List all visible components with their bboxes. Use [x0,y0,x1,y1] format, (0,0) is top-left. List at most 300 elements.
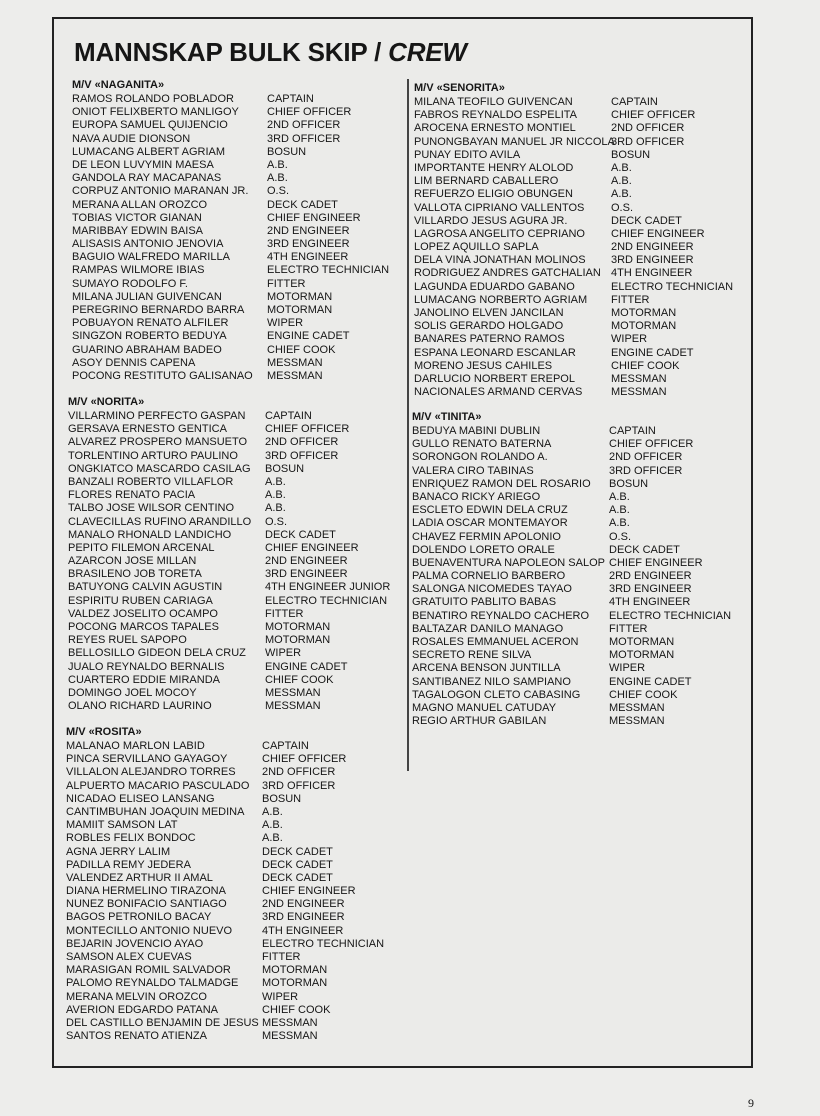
crew-rank: CAPTAIN [262,740,309,752]
crew-row [66,911,345,924]
crew-row [414,188,632,201]
crew-name: PINCA SERVILLANO GAYAGOY [66,753,228,766]
crew-rank: FITTER [267,277,306,290]
crew-name: BANZALI ROBERTO VILLAFLOR [68,475,234,488]
crew-row [66,740,309,753]
crew-rank: MOTORMAN [267,304,333,316]
crew-name: BUENAVENTURA NAPOLEON SALOP [412,556,605,569]
crew-name: ALISASIS ANTONIO JENOVIA [72,238,224,251]
crew-row [412,477,649,491]
crew-name: LAGUNDA EDUARDO GABANO [414,280,575,293]
crew-name: LAGROSA ANGELITO CEPRIANO [414,227,585,240]
crew-rank: MESSMAN [611,372,667,385]
crew-row [412,543,680,557]
crew-row [414,122,685,135]
crew-name: AGNA JERRY LALIM [66,845,171,858]
crew-row [68,489,286,502]
crew-rank: A.B. [611,188,632,201]
crew-rank: 3RD ENGINEER [265,568,348,581]
crew-name: JUALO REYNALDO BERNALIS [68,660,225,673]
crew-rank: 3RD ENGINEER [611,254,694,267]
crew-row [68,568,348,581]
crew-rank: WIPER [265,647,302,660]
crew-row [412,451,683,464]
crew-row [68,555,348,568]
crew-row [68,607,304,621]
crew-rank: MESSMAN [611,386,667,399]
crew-row [66,885,356,898]
crew-name: TALBO JOSE WILSOR CENTINO [68,502,235,515]
crew-row [72,343,336,357]
crew-row [72,356,323,370]
crew-name: MILANA JULIAN GUIVENCAN [72,290,222,303]
crew-rank: 2ND ENGINEER [611,241,694,254]
crew-row [412,701,665,715]
crew-name: DARLUCIO NORBERT EREPOL [414,372,575,385]
crew-row [68,647,302,660]
crew-row [414,175,632,188]
crew-rank: CHIEF ENGINEER [265,541,359,554]
crew-name: MARASIGAN ROMIL SALVADOR [66,964,231,977]
crew-name: BEDUYA MABINI DUBLIN [412,425,541,437]
crew-row [414,96,658,109]
crew-row [412,688,678,702]
crew-row [66,753,347,766]
crew-row [414,241,694,254]
crew-rank: ENGINE CADET [265,660,348,673]
crew-rank: 3RD OFFICER [609,464,683,477]
crew-row [414,161,632,175]
crew-rank: A.B. [609,517,630,530]
crew-name: RODRIGUEZ ANDRES GATCHALIAN [414,267,601,280]
crew-row [72,93,314,106]
crew-name: BENATIRO REYNALDO CACHERO [412,609,590,622]
page-frame [52,17,753,1068]
crew-row [68,700,321,713]
crew-rank: 2ND ENGINEER [267,224,350,237]
crew-name: BEJARIN JOVENCIO AYAO [66,937,204,950]
crew-rank: ENGINE CADET [611,346,694,359]
crew-rank: 3RD ENGINEER [609,583,692,596]
crew-row [414,386,667,399]
crew-name: ROSALES EMMANUEL ACERON [412,636,579,648]
crew-name: BANARES PATERNO RAMOS [414,333,565,346]
crew-rank: FITTER [265,607,304,620]
crew-rank: MESSMAN [262,1030,318,1043]
crew-rank: CHIEF OFFICER [262,753,347,766]
crew-name: ALVAREZ PROSPERO MANSUETO [68,436,248,449]
crew-rank: WIPER [611,333,648,346]
crew-rank: CAPTAIN [611,96,658,108]
crew-rank: ELECTRO TECHNICIAN [267,264,390,277]
crew-row [66,964,328,977]
crew-row [66,779,336,793]
crew-row [414,333,648,346]
ship-header: M/V «NORITA» [68,396,145,408]
crew-name: ARCENA BENSON JUNTILLA [412,662,561,675]
crew-name: TOBIAS VICTOR GIANAN [72,211,202,224]
crew-name: REYES RUEL SAPOPO [68,634,187,647]
crew-list [72,93,390,383]
crew-name: BAGOS PETRONILO BACAY [66,911,212,924]
crew-rank: CAPTAIN [265,410,312,422]
crew-row [66,832,283,845]
crew-name: VILLARMINO PERFECTO GASPAN [68,410,246,422]
crew-row [72,304,333,317]
crew-row [414,267,693,280]
crew-row [412,464,683,478]
crew-name: CHAVEZ FERMIN APOLONIO [412,530,561,543]
crew-row [68,410,312,423]
crew-rank: 3RD OFFICER [611,135,685,148]
crew-name: POCONG MARCOS TAPALES [68,621,219,633]
crew-rank: ELECTRO TECHNICIAN [609,609,732,622]
title-sub: CREW [388,37,467,67]
crew-row [68,515,288,529]
crew-row [72,172,288,185]
crew-name: CANTIMBUHAN JOAQUIN MEDINA [66,805,245,818]
crew-name: AVERION EDGARDO PATANA [66,1003,218,1016]
crew-name: LOPEZ AQUILLO SAPLA [414,241,539,254]
crew-name: EUROPA SAMUEL QUIJENCIO [72,119,228,132]
crew-rank: DECK CADET [611,214,682,227]
crew-rank: A.B. [609,490,630,503]
crew-rank: 4TH ENGINEER [609,596,691,609]
crew-rank: 2ND OFFICER [265,436,339,449]
crew-rank: MOTORMAN [609,649,675,662]
crew-row [72,264,390,277]
crew-row [412,530,632,544]
crew-name: DOLENDO LORETO ORALE [412,543,555,556]
page-title [74,37,467,68]
title-slash: / [374,37,382,67]
crew-name: BATUYONG CALVIN AGUSTIN [68,581,223,594]
crew-name: PADILLA REMY JEDERA [66,858,191,871]
crew-name: GANDOLA RAY MACAPANAS [72,172,222,185]
crew-name: ONGKIATCO MASCARDO CASILAG [68,462,251,475]
crew-rank: CAPTAIN [267,93,314,105]
crew-name: SANTOS RENATO ATIENZA [66,1030,207,1043]
crew-name: TORLENTINO ARTURO PAULINO [68,449,238,462]
crew-row [66,1016,318,1030]
crew-row [72,158,288,172]
crew-name: PEPITO FILEMON ARCENAL [68,541,215,554]
ship-section-norita [68,396,391,713]
crew-name: ALPUERTO MACARIO PASCULADO [66,779,250,792]
crew-name: MERANA MELVIN OROZCO [66,990,207,1003]
crew-row [412,622,648,636]
crew-rank: 2ND ENGINEER [262,898,345,911]
crew-row [72,290,333,304]
crew-row [66,792,302,806]
crew-name: REFUERZO ELIGIO OBUNGEN [414,188,573,201]
crew-rank: CAPTAIN [609,425,656,437]
crew-rank: MOTORMAN [609,636,675,648]
crew-row [68,436,339,449]
crew-row [412,425,656,438]
crew-name: VILLARDO JESUS AGURA JR. [414,214,568,227]
crew-rank: 3RD OFFICER [267,132,341,145]
crew-row [412,504,630,517]
crew-rank: O.S. [611,201,634,214]
crew-rank: 4TH ENGINEER [262,924,344,937]
crew-list [66,740,385,1043]
crew-name: SORONGON ROLANDO A. [412,451,548,464]
crew-row [414,320,677,333]
crew-rank: 4TH ENGINEER [267,251,349,264]
crew-rank: A.B. [611,161,632,174]
crew-row [414,148,651,162]
crew-rank: 3RD OFFICER [262,779,336,792]
crew-name: MORENO JESUS CAHILES [414,359,553,372]
crew-name: GUARINO ABRAHAM BADEO [72,343,222,356]
crew-name: POCONG RESTITUTO GALISANAO [72,369,253,382]
crew-rank: O.S. [609,530,632,543]
crew-name: ONIOT FELIXBERTO MANLIGOY [72,106,239,119]
crew-rank: CHIEF COOK [611,359,680,372]
crew-rank: A.B. [267,158,288,171]
crew-rank: 4TH ENGINEER JUNIOR [265,581,391,594]
crew-name: FABROS REYNALDO ESPELITA [414,109,578,122]
crew-row [68,462,305,476]
crew-rank: A.B. [262,805,283,818]
crew-row [412,583,692,596]
crew-row [72,317,304,330]
crew-row [66,977,328,990]
crew-name: SUMAYO RODOLFO F. [72,277,188,290]
crew-name: DEL CASTILLO BENJAMIN DE JESUS [66,1016,259,1029]
crew-name: IMPORTANTE HENRY ALOLOD [414,161,574,174]
crew-rank: A.B. [267,172,288,185]
crew-name: DELA VINA JONATHAN MOLINOS [414,254,586,267]
crew-name: SOLIS GERARDO HOLGADO [414,320,564,333]
crew-rank: FITTER [611,293,650,306]
crew-list [414,96,734,399]
crew-row [72,185,290,198]
crew-rank: CHIEF ENGINEER [609,556,703,569]
crew-rank: 2ND OFFICER [267,119,341,132]
crew-name: SALONGA NICOMEDES TAYAO [412,583,572,596]
crew-rank: A.B. [265,502,286,515]
crew-row [414,201,634,215]
crew-row [68,475,286,489]
column-divider [407,79,409,771]
crew-rank: MESSMAN [267,369,323,382]
crew-row [68,502,286,515]
crew-name: CLAVECILLAS RUFINO ARANDILLO [68,515,252,528]
crew-name: NICADAO ELISEO LANSANG [66,792,215,805]
crew-rank: MOTORMAN [611,307,677,319]
crew-name: ESPIRITU RUBEN CARIAGA [68,594,213,607]
crew-name: ESCLETO EDWIN DELA CRUZ [412,504,568,517]
crew-name: MILANA TEOFILO GUIVENCAN [414,96,573,108]
crew-name: VALENDEZ ARTHUR II AMAL [66,871,213,884]
crew-name: ASOY DENNIS CAPENA [72,356,196,369]
crew-name: AZARCON JOSE MILLAN [68,555,197,568]
crew-name: BAGUIO WALFREDO MARILLA [72,251,230,264]
crew-rank: O.S. [265,515,288,528]
crew-rank: MESSMAN [265,686,321,699]
crew-rank: ENGINE CADET [609,675,692,688]
crew-rank: MESSMAN [609,715,665,728]
crew-name: JANOLINO ELVEN JANCILAN [414,307,564,319]
crew-rank: CHIEF OFFICER [265,423,350,436]
crew-rank: CHIEF COOK [609,688,678,701]
crew-rank: MOTORMAN [611,320,677,333]
crew-row [412,556,703,570]
crew-list [412,425,732,728]
crew-name: REGIO ARTHUR GABILAN [412,715,547,728]
crew-name: BANACO RICKY ARIEGO [412,490,541,503]
crew-row [412,517,630,530]
crew-row [412,570,692,583]
crew-name: LUMACANG ALBERT AGRIAM [72,145,226,158]
crew-row [412,438,694,451]
crew-row [72,132,341,146]
crew-row [414,280,734,294]
crew-rank: DECK CADET [267,198,338,211]
crew-row [412,715,665,728]
crew-row [412,662,646,675]
crew-row [68,449,339,463]
crew-row [66,951,301,964]
crew-row [68,528,336,542]
crew-name: BRASILENO JOB TORETA [68,568,202,581]
crew-rank: 3RD ENGINEER [267,238,350,251]
crew-rank: 3RD OFFICER [265,449,339,462]
ship-header: M/V «NAGANITA» [72,79,165,91]
crew-row [66,871,333,885]
crew-rank: DECK CADET [262,845,333,858]
crew-name: GRATUITO PABLITO BABAS [412,596,557,609]
crew-rank: MESSMAN [609,701,665,714]
crew-rank: BOSUN [267,145,307,158]
crew-name: VALDEZ JOSELITO OCAMPO [68,607,218,620]
crew-row [414,359,680,373]
crew-row [72,145,307,159]
crew-rank: 4TH ENGINEER [611,267,693,280]
crew-name: MANALO RHONALD LANDICHO [68,528,232,541]
crew-rank: MOTORMAN [262,977,328,990]
crew-row [68,634,331,647]
crew-name: PEREGRINO BERNARDO BARRA [72,304,245,316]
crew-rank: ELECTRO TECHNICIAN [262,937,385,950]
crew-row [414,346,694,360]
crew-row [414,109,696,122]
crew-row [72,224,350,238]
crew-name: VALERA CIRO TABINAS [412,464,534,477]
crew-row [412,490,630,504]
crew-name: LADIA OSCAR MONTEMAYOR [412,517,568,530]
crew-rank: 3RD ENGINEER [262,911,345,924]
crew-row [66,924,344,938]
crew-name: MAMIIT SAMSON LAT [66,819,178,832]
ship-header: M/V «TINITA» [412,411,482,423]
crew-name: NACIONALES ARMAND CERVAS [414,386,583,399]
crew-rank: 2ND OFFICER [262,766,336,779]
crew-rank: CHIEF ENGINEER [611,227,705,240]
crew-rank: ELECTRO TECHNICIAN [265,594,388,607]
crew-rank: A.B. [611,175,632,188]
crew-rank: CHIEF COOK [265,673,334,686]
crew-name: ENRIQUEZ RAMON DEL ROSARIO [412,477,591,490]
crew-name: ROBLES FELIX BONDOC [66,832,196,845]
crew-row [68,686,321,700]
crew-name: AROCENA ERNESTO MONTIEL [414,122,576,135]
crew-rank: DECK CADET [262,871,333,884]
crew-name: DE LEON LUVYMIN MAESA [72,158,214,171]
ship-section-tinita [412,411,732,728]
crew-rank: MOTORMAN [265,634,331,647]
crew-row [66,1003,331,1017]
crew-name: MONTECILLO ANTONIO NUEVO [66,924,233,937]
crew-rank: A.B. [262,819,283,832]
crew-row [412,596,691,609]
crew-row [66,1030,318,1043]
crew-rank: A.B. [609,504,630,517]
crew-name: BELLOSILLO GIDEON DELA CRUZ [68,647,246,660]
crew-name: CUARTERO EDDIE MIRANDA [68,673,220,686]
crew-rank: BOSUN [609,477,649,490]
crew-row [66,937,385,951]
crew-rank: CHIEF ENGINEER [267,211,361,224]
crew-row [414,372,667,386]
crew-name: PUNAY EDITO AVILA [414,148,521,161]
crew-row [414,307,677,320]
crew-rank: FITTER [609,622,648,635]
crew-rank: MOTORMAN [267,290,333,303]
title-main: MANNSKAP BULK SKIP [74,37,368,67]
crew-rank: DECK CADET [609,543,680,556]
crew-name: VALLOTA CIPRIANO VALLENTOS [414,201,585,214]
crew-rank: WIPER [267,317,304,330]
crew-name: PALMA CORNELIO BARBERO [412,570,566,583]
crew-name: SAMSON ALEX CUEVAS [66,951,192,963]
crew-name: NUNEZ BONIFACIO SANTIAGO [66,898,227,911]
crew-name: MERANA ALLAN OROZCO [72,198,208,211]
crew-row [66,858,333,872]
crew-rank: DECK CADET [262,858,333,871]
crew-rank: CHIEF OFFICER [609,438,694,451]
crew-name: TAGALOGON CLETO CABASING [412,688,581,701]
crew-row [72,369,323,383]
crew-row [414,135,685,149]
crew-row [68,423,350,436]
crew-row [72,251,349,264]
ship-header: M/V «SENORITA» [414,82,505,94]
crew-name: LIM BERNARD CABALLERO [414,175,559,188]
crew-rank: 2RD ENGINEER [609,570,692,583]
crew-rank: 2ND ENGINEER [265,555,348,568]
crew-row [414,293,650,307]
crew-row [68,621,331,634]
crew-row [72,119,341,132]
crew-row [68,660,348,674]
crew-rank: CHIEF OFFICER [611,109,696,122]
crew-rank: CHIEF OFFICER [267,106,352,119]
crew-rank: WIPER [609,662,646,675]
crew-row [414,227,705,241]
crew-rank: MESSMAN [262,1016,318,1029]
crew-name: DOMINGO JOEL MOCOY [68,686,197,699]
crew-row [414,214,682,228]
crew-row [66,819,283,832]
crew-name: VILLALON ALEJANDRO TORRES [66,766,236,779]
crew-list [68,410,391,713]
crew-row [66,805,283,819]
crew-row [412,649,675,662]
crew-row [72,106,352,119]
